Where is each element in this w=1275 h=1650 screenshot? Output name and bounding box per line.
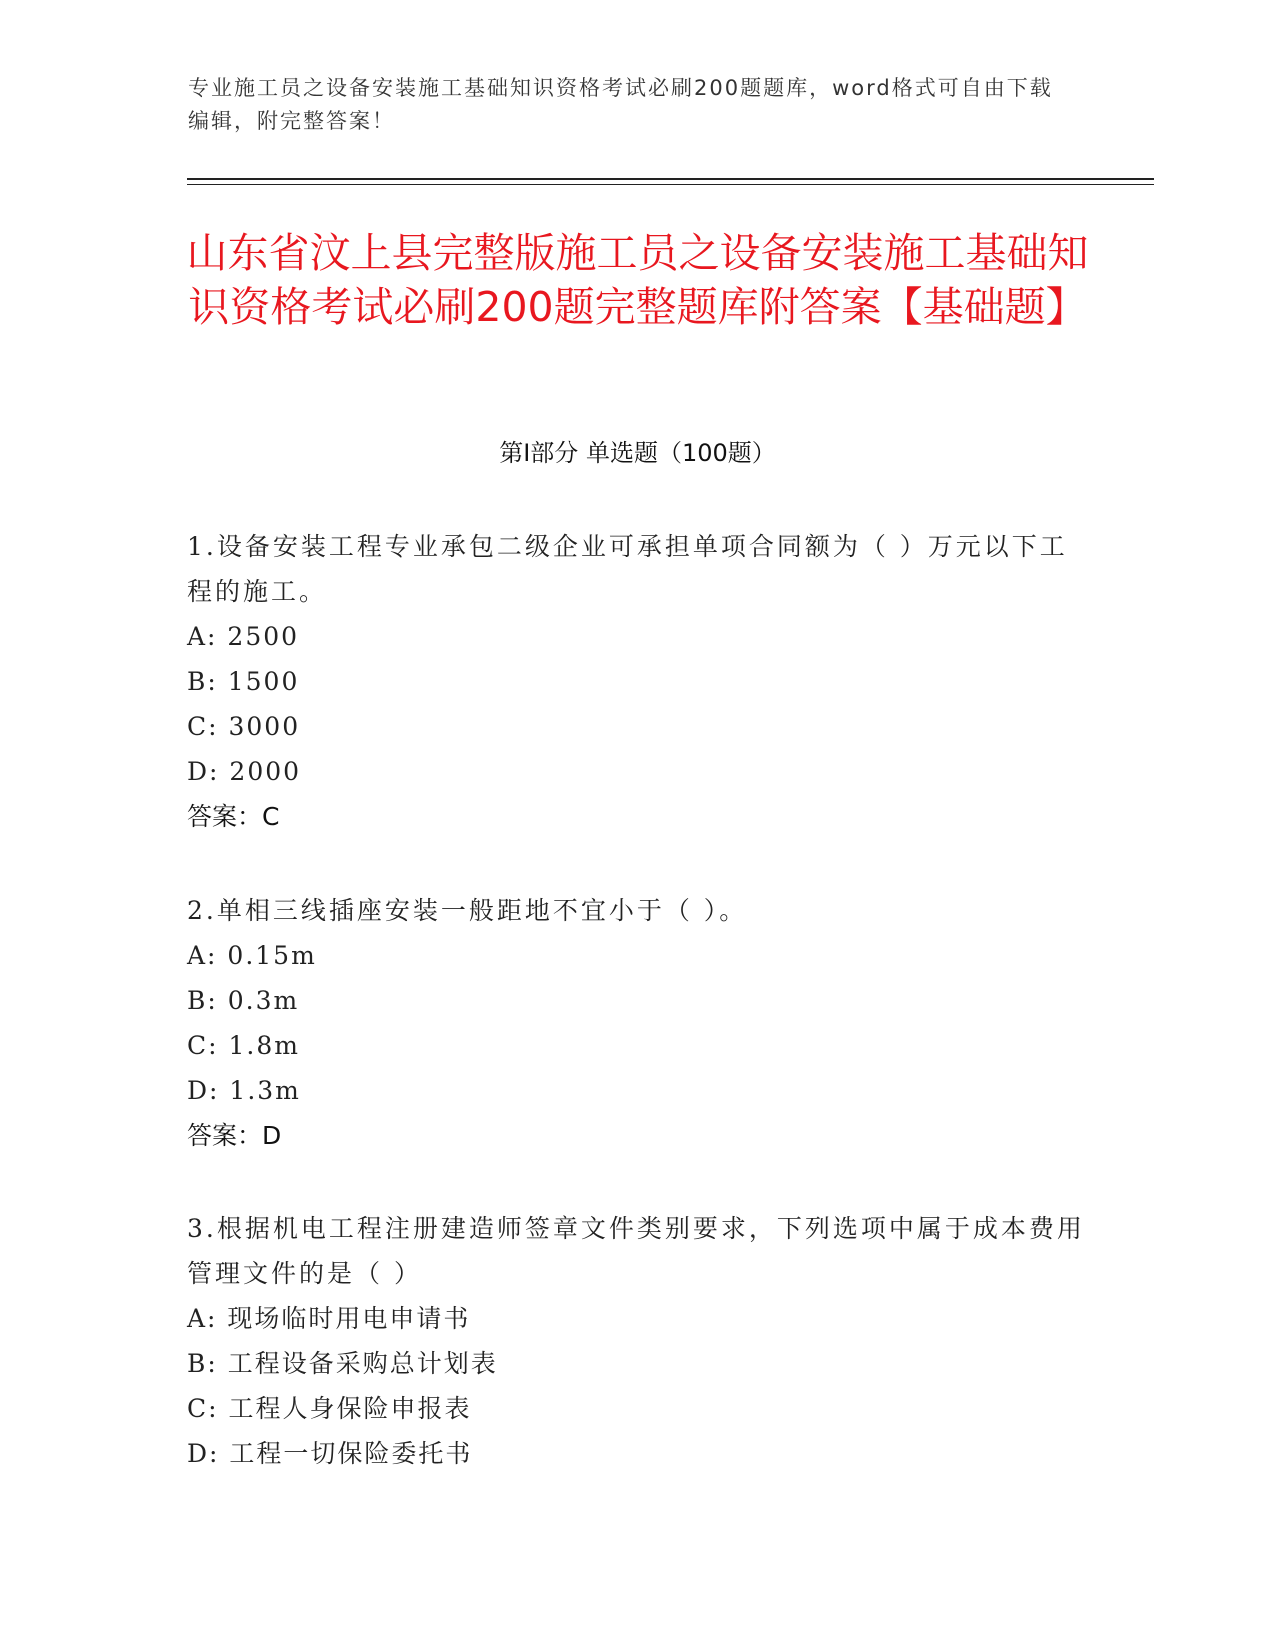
question-1 — [187, 524, 1087, 839]
section-heading: 第I部分 单选题（100题） — [499, 439, 776, 467]
question-2 — [187, 888, 1087, 1158]
option-c: C: 工程人身保险申报表 — [187, 1394, 472, 1423]
question-stem: 1.设备安装工程专业承包二级企业可承担单项合同额为（ ）万元以下工程的施工。 — [187, 532, 1068, 606]
question-stem: 2.单相三线插座安装一般距地不宜小于（ ）。 — [187, 896, 748, 925]
question-3 — [187, 1206, 1087, 1476]
header-divider-thick — [187, 178, 1154, 180]
option-d: D: 工程一切保险委托书 — [187, 1439, 473, 1468]
option-c: C: 3000 — [187, 712, 301, 741]
document-title: 山东省汶上县完整版施工员之设备安装施工基础知识资格考试必刷200题完整题库附答案【基础题】 — [186, 229, 1089, 331]
option-b: B: 0.3m — [187, 986, 300, 1015]
option-b: B: 工程设备采购总计划表 — [187, 1349, 498, 1378]
option-d: D: 2000 — [187, 757, 302, 786]
header-divider-thin — [187, 184, 1154, 185]
option-d: D: 1.3m — [187, 1076, 301, 1105]
option-b: B: 1500 — [187, 667, 300, 696]
option-a: A: 现场临时用电申请书 — [187, 1304, 471, 1333]
answer: 答案：D — [187, 1121, 282, 1150]
header-note: 专业施工员之设备安装施工基础知识资格考试必刷200题题库，word格式可自由下载编辑，附完整答案！ — [188, 76, 1053, 133]
answer: 答案：C — [187, 802, 280, 831]
question-stem: 3.根据机电工程注册建造师签章文件类别要求，下列选项中属于成本费用管理文件的是（ ） — [187, 1214, 1085, 1288]
option-a: A: 2500 — [187, 622, 300, 651]
option-c: C: 1.8m — [187, 1031, 300, 1060]
option-a: A: 0.15m — [187, 941, 317, 970]
